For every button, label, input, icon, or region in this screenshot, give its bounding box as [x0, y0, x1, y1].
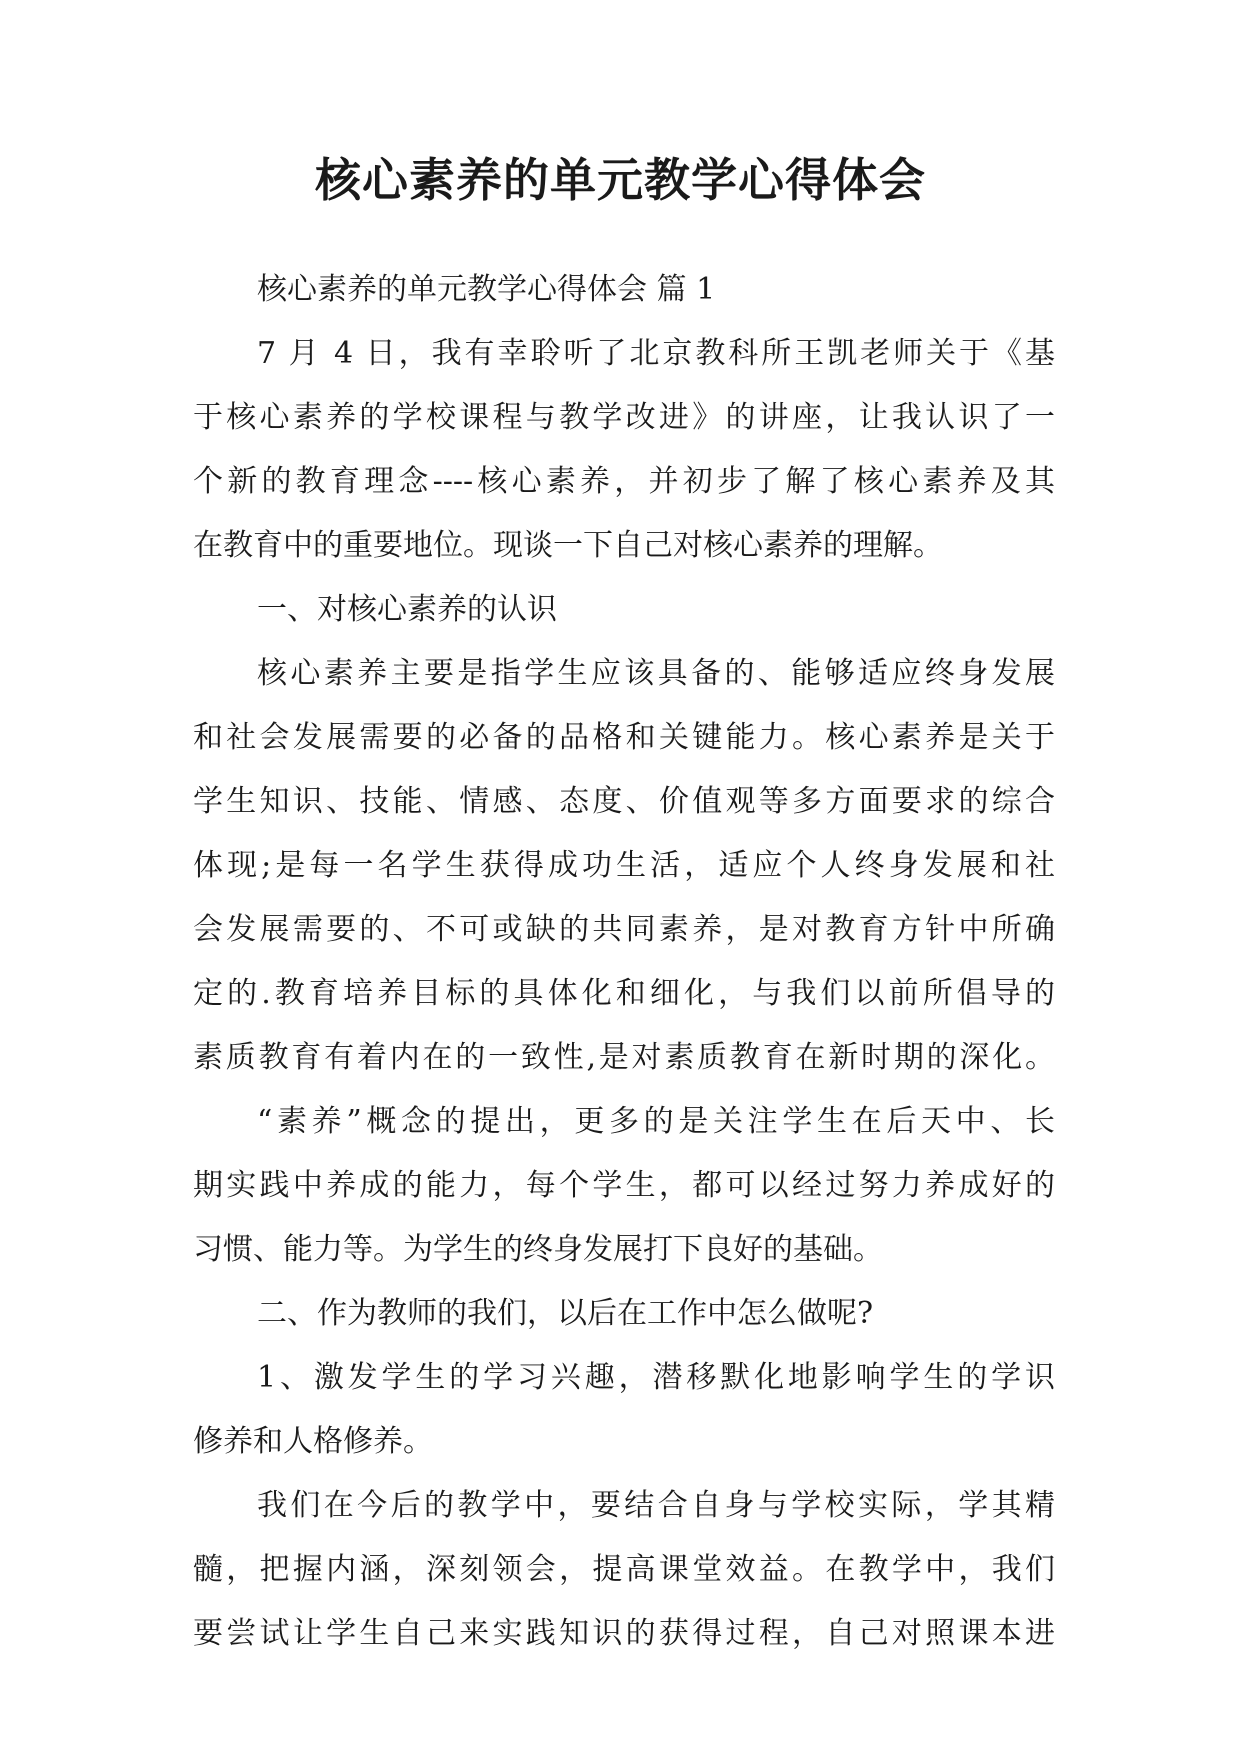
document-title: 核心素养的单元教学心得体会	[315, 153, 926, 207]
body-line: 要尝试让学生自己来实践知识的获得过程，自己对照课本进	[193, 1616, 1055, 1651]
body-line: 1、激发学生的学习兴趣，潜移默化地影响学生的学识	[257, 1360, 1055, 1395]
body-line: 于核心素养的学校课程与教学改进》的讲座，让我认识了一	[193, 400, 1055, 435]
body-line: “素养”概念的提出，更多的是关注学生在后天中、长	[257, 1104, 1055, 1139]
body-line: 核心素养主要是指学生应该具备的、能够适应终身发展	[257, 656, 1055, 691]
body-line: 一、对核心素养的认识	[257, 592, 557, 627]
body-line: 定的.教育培养目标的具体化和细化，与我们以前所倡导的	[193, 976, 1055, 1011]
body-line: 期实践中养成的能力，每个学生，都可以经过努力养成好的	[193, 1168, 1055, 1203]
body-line: 习惯、能力等。为学生的终身发展打下良好的基础。	[193, 1232, 883, 1267]
body-line: 髓，把握内涵，深刻领会，提高课堂效益。在教学中，我们	[193, 1552, 1055, 1587]
body-line: 在教育中的重要地位。现谈一下自己对核心素养的理解。	[193, 528, 943, 563]
body-line: 会发展需要的、不可或缺的共同素养，是对教育方针中所确	[193, 912, 1055, 947]
document-body	[193, 258, 1055, 1666]
body-line: 二、作为教师的我们，以后在工作中怎么做呢?	[257, 1296, 874, 1331]
body-line: 个新的教育理念----核心素养，并初步了解了核心素养及其	[193, 464, 1055, 499]
body-line: 7 月 4 日，我有幸聆听了北京教科所王凯老师关于《基	[257, 336, 1055, 371]
body-line: 修养和人格修养。	[193, 1424, 433, 1459]
body-line: 我们在今后的教学中，要结合自身与学校实际，学其精	[257, 1488, 1055, 1523]
body-line: 素质教育有着内在的一致性,是对素质教育在新时期的深化。	[193, 1040, 1055, 1075]
body-line: 和社会发展需要的必备的品格和关键能力。核心素养是关于	[193, 720, 1055, 755]
body-line: 学生知识、技能、情感、态度、价值观等多方面要求的综合	[193, 784, 1055, 819]
body-line: 体现;是每一名学生获得成功生活，适应个人终身发展和社	[193, 848, 1055, 883]
body-line: 核心素养的单元教学心得体会 篇 1	[257, 272, 716, 307]
